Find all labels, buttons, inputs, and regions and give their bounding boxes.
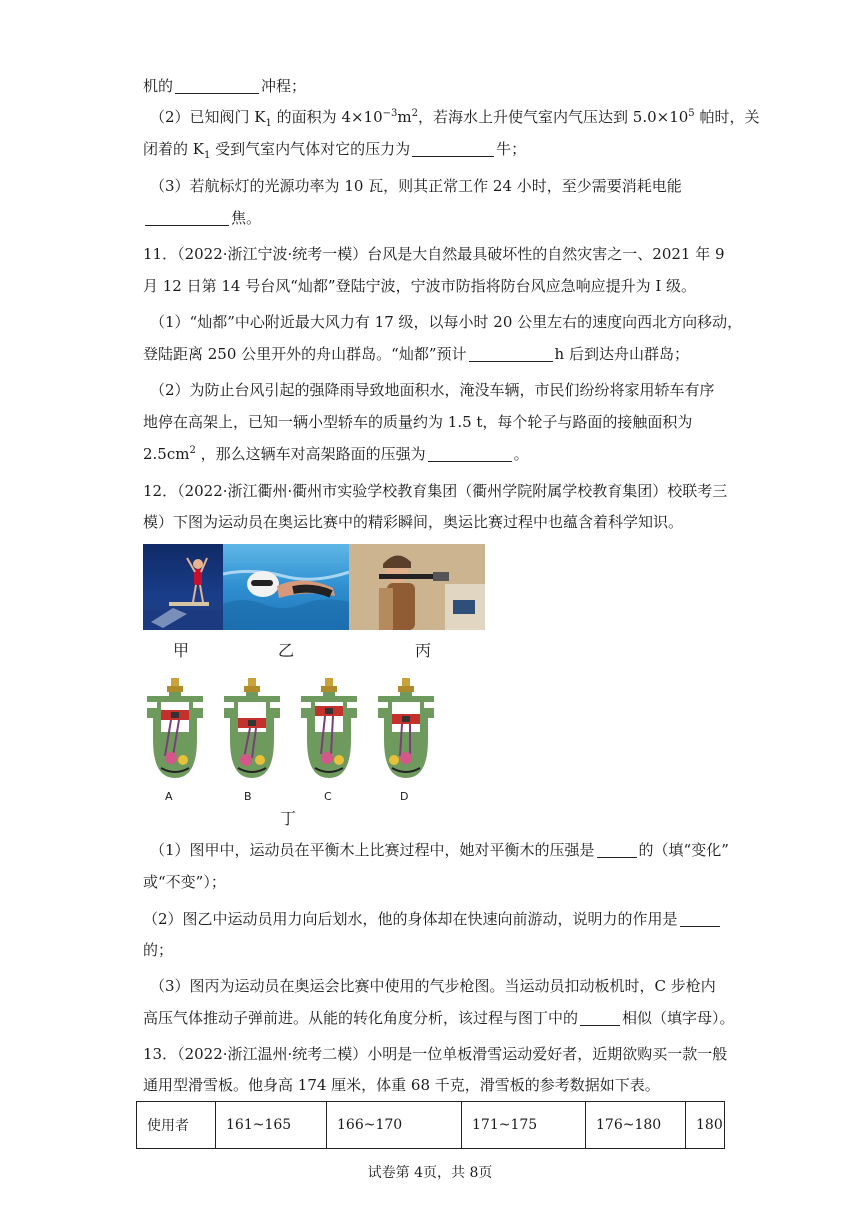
answer-blank	[175, 78, 259, 94]
text: 通用型滑雪板。他身高 174 厘米，体重 68 千克，滑雪板的参考数据如下表。	[143, 1076, 660, 1094]
text: 的（填“变化”	[638, 841, 729, 859]
text: 机的	[143, 77, 174, 95]
swimmer-icon	[223, 544, 349, 630]
table-cell: 171~175	[462, 1102, 586, 1149]
text: （3）图丙为运动员在奥运会比赛中使用的气步枪图。当运动员扣动板机时，C 步枪内	[150, 977, 716, 995]
engine-label-d: D	[400, 790, 409, 803]
table-cell: 166~170	[327, 1102, 462, 1149]
text-line	[143, 940, 173, 960]
photo-swimmer	[223, 544, 349, 630]
text-line	[150, 380, 715, 400]
shooter-icon	[349, 544, 485, 630]
photo-shooter	[349, 544, 485, 630]
text-line	[143, 1008, 735, 1028]
text: m	[397, 108, 412, 126]
answer-blank	[428, 446, 512, 462]
answer-blank	[145, 210, 229, 226]
text: 受到气室内气体对它的压力为	[210, 140, 411, 158]
question-11-header: 11．（2022·浙江宁波·统考一模）台风是大自然最具破坏性的自然灾害之一、2021 年 9	[143, 245, 725, 263]
engine-stroke-icon	[374, 678, 438, 788]
text-line	[143, 244, 725, 264]
subscript: 1	[265, 118, 272, 129]
engine-diagram-d	[374, 678, 438, 788]
text-line	[143, 344, 689, 364]
text: （1）图甲中，运动员在平衡木上比赛过程中，她对平衡木的压强是	[150, 841, 595, 859]
text: h 后到达舟山群岛；	[554, 345, 689, 363]
text: 相似（填字母）。	[622, 1009, 735, 1027]
text-line	[150, 840, 729, 860]
superscript: −3	[382, 108, 398, 119]
text: 或“不变”）；	[143, 873, 226, 891]
text-line	[143, 1044, 727, 1064]
text: （1）“灿都”中心附近最大风力有 17 级，以每小时 20 公里左右的速度向西北方向移动，	[150, 313, 743, 331]
text: 的面积为 4×10	[271, 108, 383, 126]
text: 焦。	[231, 209, 262, 227]
engine-label-b: B	[244, 790, 252, 803]
text: （2）图乙中运动员用力向后划水，他的身体却在快速向前游动，说明力的作用是	[143, 910, 678, 928]
text: 高压气体推动子弹前进。从能的转化角度分析，该过程与图丁中的	[143, 1009, 579, 1027]
photo-label-yi: 乙	[278, 641, 295, 660]
gymnast-icon	[143, 544, 223, 630]
text: ，若海水上升使气室内气压达到 5.0×10	[418, 108, 689, 126]
engine-stroke-icon	[220, 678, 284, 788]
engine-diagram-a	[143, 678, 207, 788]
text-line	[150, 176, 682, 196]
text: 登陆距离 250 公里开外的舟山群岛。“灿都”预计	[143, 345, 467, 363]
text-line	[143, 412, 692, 432]
text: 闭着的 K	[143, 140, 204, 158]
text: 地停在高架上，已知一辆小型轿车的质量约为 1.5 t，每个轮子与路面的接触面积为	[143, 413, 693, 431]
photo-balance-beam	[143, 544, 223, 630]
text: （2）已知阀门 K	[150, 108, 266, 126]
answer-blank	[580, 1010, 620, 1026]
text: 牛；	[496, 140, 527, 158]
snowboard-table	[136, 1101, 725, 1149]
photo-label-jia: 甲	[173, 641, 190, 660]
page-footer: 试卷第 4页，共 8页	[367, 1165, 493, 1181]
text-line	[143, 139, 526, 159]
text-line	[143, 481, 727, 501]
table-cell: 180	[686, 1102, 725, 1149]
answer-blank	[680, 911, 720, 927]
text: 2.5cm	[143, 445, 190, 463]
engine-label-a: A	[165, 790, 173, 803]
text: 。	[513, 445, 529, 463]
superscript: 2	[189, 445, 196, 456]
table-cell: 161~165	[216, 1102, 327, 1149]
text: ，那么这辆车对高架路面的压强为	[195, 445, 426, 463]
text-line	[143, 1075, 660, 1095]
text: 模）下图为运动员在奥运比赛中的精彩瞬间，奥运比赛过程中也蕴含着科学知识。	[143, 513, 684, 531]
engine-diagram-c	[297, 678, 361, 788]
text-line	[143, 208, 261, 228]
text-line	[143, 909, 722, 929]
answer-blank	[469, 346, 553, 362]
answer-blank	[412, 141, 494, 157]
subscript: 1	[203, 150, 211, 161]
superscript: 5	[688, 108, 695, 119]
engine-diagram-b	[220, 678, 284, 788]
table-row	[137, 1102, 725, 1149]
text: （3）若航标灯的光源功率为 10 瓦，则其正常工作 24 小时，至少需要消耗电能	[150, 177, 682, 195]
text-line	[143, 872, 226, 892]
text-line	[150, 312, 742, 332]
text-line	[143, 276, 696, 296]
table-cell: 使用者	[137, 1102, 216, 1149]
text-line	[143, 76, 306, 96]
text: 帕时，关	[694, 108, 760, 126]
text: （2）为防止台风引起的强降雨导致地面积水，淹没车辆，市民们纷纷将家用轿车有序	[150, 381, 715, 399]
text: 冲程；	[261, 77, 307, 95]
engine-label-c: C	[324, 790, 332, 803]
question-13-header: 13．（2022·浙江温州·统考二模）小明是一位单板滑雪运动爱好者，近期欲购买一款一般	[143, 1045, 728, 1063]
photo-label-bing: 丙	[415, 641, 432, 660]
question-12-header: 12．（2022·浙江衢州·衢州市实验学校教育集团（衢州学院附属学校教育集团）校联考三	[143, 482, 728, 500]
text: 月 12 日第 14 号台风“灿都”登陆宁波，宁波市防指将防台风应急响应提升为 I 级。	[143, 277, 697, 295]
superscript: 2	[411, 108, 419, 119]
text-line	[143, 444, 529, 464]
text-line	[150, 107, 759, 127]
table-cell: 176~180	[586, 1102, 686, 1149]
engine-stroke-icon	[143, 678, 207, 788]
text-line	[150, 976, 716, 996]
engine-stroke-icon	[297, 678, 361, 788]
text-line	[143, 512, 683, 532]
engine-caption: 丁	[280, 809, 297, 828]
answer-blank	[597, 842, 637, 858]
text: 的；	[143, 941, 174, 959]
